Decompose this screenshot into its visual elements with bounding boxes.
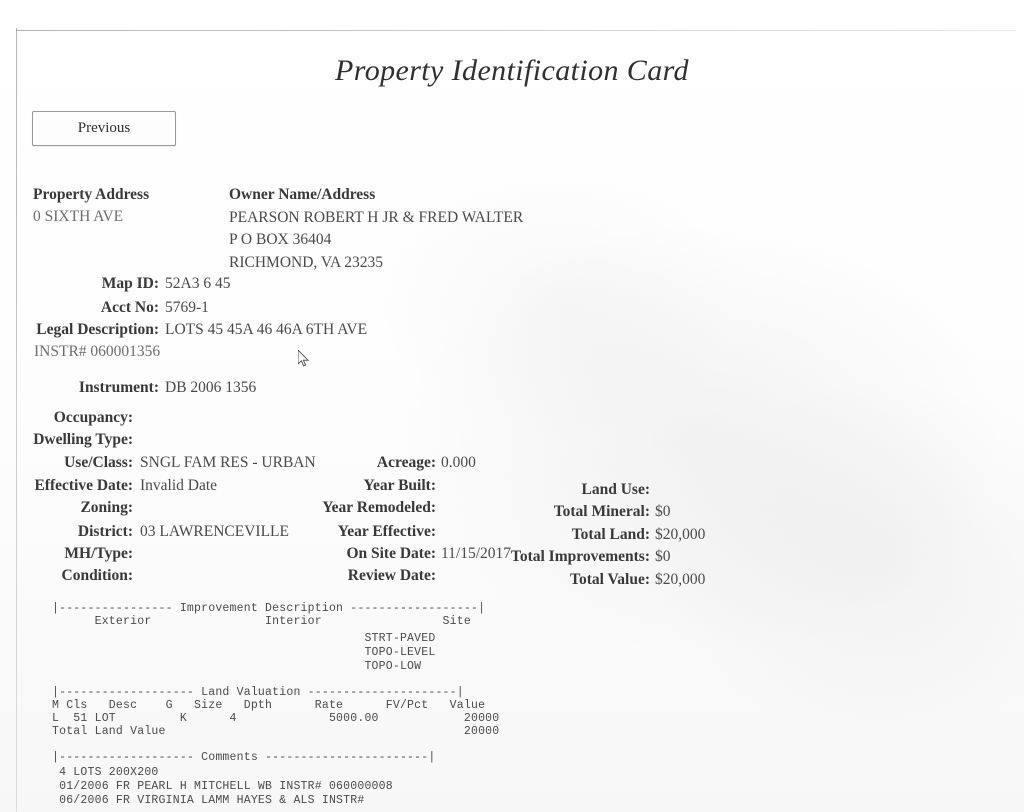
- total-land-value: $20,000: [655, 526, 706, 543]
- improvement-site-row-2: TOPO-LEVEL: [52, 646, 436, 659]
- page-title: Property Identification Card: [335, 54, 689, 87]
- district-label: District:: [77, 523, 133, 540]
- acct-no-value: 5769-1: [165, 299, 209, 316]
- effective-date-label: Effective Date:: [34, 477, 133, 494]
- owner-name-address-label: Owner Name/Address: [229, 186, 376, 203]
- year-built-label: Year Built:: [363, 477, 436, 494]
- land-valuation-columns: M Cls Desc G Size Dpth Rate FV/Pct Value: [52, 699, 486, 712]
- dwelling-type-label: Dwelling Type:: [33, 431, 133, 448]
- instrument-value: DB 2006 1356: [165, 379, 257, 396]
- land-valuation-row-2: Total Land Value 20000: [52, 725, 500, 738]
- legal-description-value: LOTS 45 45A 46 46A 6TH AVE: [165, 321, 368, 338]
- land-use-label: Land Use:: [581, 481, 650, 498]
- use-class-value: SNGL FAM RES - URBAN: [140, 454, 316, 471]
- property-address-value: 0 SIXTH AVE: [33, 208, 124, 225]
- on-site-date-label: On Site Date:: [346, 545, 436, 562]
- total-value-value: $20,000: [655, 571, 706, 588]
- map-id-label: Map ID:: [101, 275, 159, 292]
- acreage-value: 0.000: [441, 454, 476, 471]
- improvement-description-header: |---------------- Improvement Description ------------------|: [52, 602, 486, 615]
- total-land-label: Total Land:: [571, 526, 650, 543]
- mh-type-label: MH/Type:: [64, 545, 133, 562]
- use-class-label: Use/Class:: [64, 454, 133, 471]
- year-effective-label: Year Effective:: [337, 523, 436, 540]
- land-valuation-header: |------------------- Land Valuation ---------------------|: [52, 686, 464, 699]
- owner-line-3: RICHMOND, VA 23235: [229, 254, 384, 271]
- total-improvements-label: Total Improvements:: [510, 548, 650, 565]
- comment-line-3: 06/2006 FR VIRGINIA LAMM HAYES & ALS INSTR#: [52, 794, 365, 807]
- zoning-label: Zoning:: [80, 499, 133, 516]
- acreage-label: Acreage:: [376, 454, 436, 471]
- property-address-label: Property Address: [33, 186, 150, 203]
- improvement-site-row-3: TOPO-LOW: [52, 660, 422, 673]
- effective-date-value: Invalid Date: [140, 477, 218, 494]
- legal-description-label: Legal Description:: [36, 321, 159, 338]
- comments-header: |------------------- Comments -----------------------|: [52, 751, 436, 764]
- page-edge-top: [16, 30, 1016, 31]
- condition-label: Condition:: [61, 567, 133, 584]
- total-mineral-label: Total Mineral:: [553, 503, 650, 520]
- on-site-date-value: 11/15/2017: [441, 545, 512, 562]
- occupancy-label: Occupancy:: [53, 409, 133, 426]
- instrument-label: Instrument:: [78, 379, 159, 396]
- instr-number: INSTR# 060001356: [34, 343, 161, 360]
- map-id-value: 52A3 6 45: [165, 275, 231, 292]
- total-improvements-value: $0: [655, 548, 671, 565]
- comment-line-1: 4 LOTS 200X200: [52, 766, 159, 779]
- owner-line-1: PEARSON ROBERT H JR & FRED WALTER: [229, 209, 524, 226]
- mouse-pointer-icon: [298, 350, 310, 368]
- improvement-description-columns: Exterior Interior Site: [52, 615, 471, 628]
- owner-line-2: P O BOX 36404: [229, 231, 332, 248]
- comment-line-2: 01/2006 FR PEARL H MITCHELL WB INSTR# 060000008: [52, 780, 393, 793]
- improvement-site-row-1: STRT-PAVED: [52, 632, 436, 645]
- district-value: 03 LAWRENCEVILLE: [140, 523, 289, 540]
- acct-no-label: Acct No:: [100, 299, 159, 316]
- previous-button[interactable]: Previous: [32, 111, 176, 146]
- land-valuation-row-1: L 51 LOT K 4 5000.00 20000: [52, 712, 500, 725]
- total-value-label: Total Value:: [570, 571, 650, 588]
- review-date-label: Review Date:: [347, 567, 436, 584]
- year-remodeled-label: Year Remodeled:: [322, 499, 436, 516]
- total-mineral-value: $0: [655, 503, 671, 520]
